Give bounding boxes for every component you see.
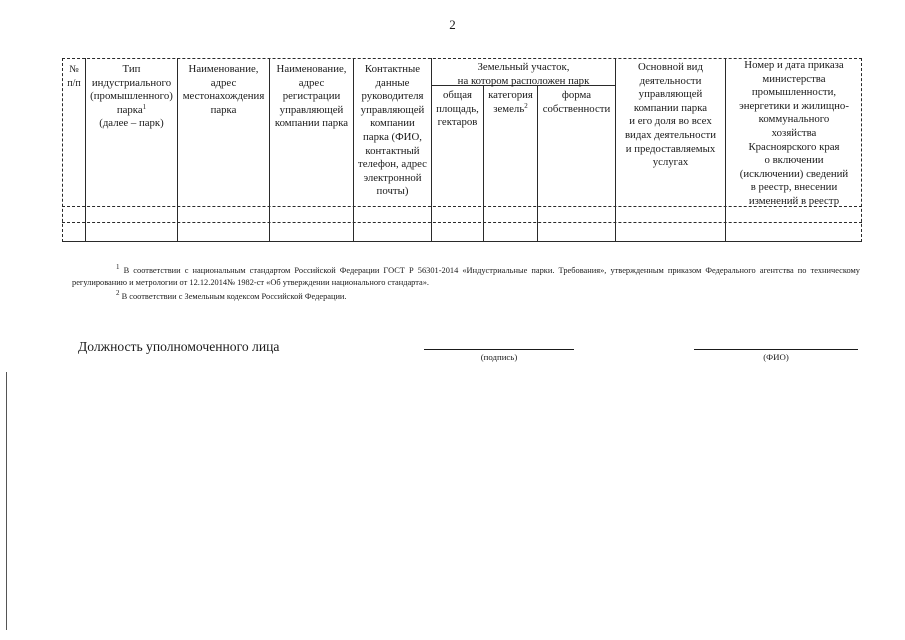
header-contacts: Контактные данные руководителя управляющей компании парка (ФИО, контактный телефон, адрес электронной почты) [358, 63, 427, 198]
header-land-area: общая площадь, гектаров [436, 89, 479, 129]
signature-line [424, 349, 574, 350]
full-name-line [694, 349, 858, 350]
table-bottom-border [62, 241, 862, 242]
authorized-person-position-label: Должность уполномоченного лица [78, 339, 280, 354]
header-park-type: Тип индустриального (промышленного) парка$^1$ (далее – парк) [90, 63, 173, 130]
row-divider [62, 222, 862, 223]
header-ownership-form: форма собственности [542, 89, 611, 115]
header-land-category: категория земель$^2$ [488, 89, 533, 115]
footnote-1: $^1$ В соответствии с национальным стандартом Российской Федерации ГОСТ Р 56301-2014 «Индустриальные парки. Требования», утвержденным приказом Федерального агентства по техническому регулированию и метрологии от 12.12.2014№ 1982-ст «Об утверждении национального стандарта». [72, 263, 860, 287]
footnote-2: $^2$ В соответствии с Земельным кодексом Российской Федерации. [116, 289, 347, 301]
registry-table [62, 58, 862, 242]
page-number: 2 [449, 17, 456, 32]
header-land-plot: Земельный участок, на котором расположен парк [457, 61, 590, 87]
header-main-activity: Основной вид деятельности управляющей компании парка и его доля во всех видах деятельности и предоставляемых услугах [624, 61, 717, 169]
header-park-name: Наименование, адрес местонахождения парка [182, 63, 265, 116]
header-company-name: Наименование, адрес регистрации управляющей компании парка [274, 63, 349, 130]
full-name-caption: (ФИО) [763, 352, 789, 362]
header-ministry-order: Номер и дата приказа министерства промышленности, энергетики и жилищно- коммунального хозяйства Красноярского края о включении (исключении) сведений в реестр, внесении изменений в реестр [739, 59, 849, 207]
signature-caption: (подпись) [480, 352, 518, 362]
header-num: № п/п [67, 64, 81, 89]
footnote-2-ref: 2 [524, 101, 528, 110]
footnote-1-ref: 1 [142, 102, 147, 111]
scan-margin-line [6, 372, 7, 630]
